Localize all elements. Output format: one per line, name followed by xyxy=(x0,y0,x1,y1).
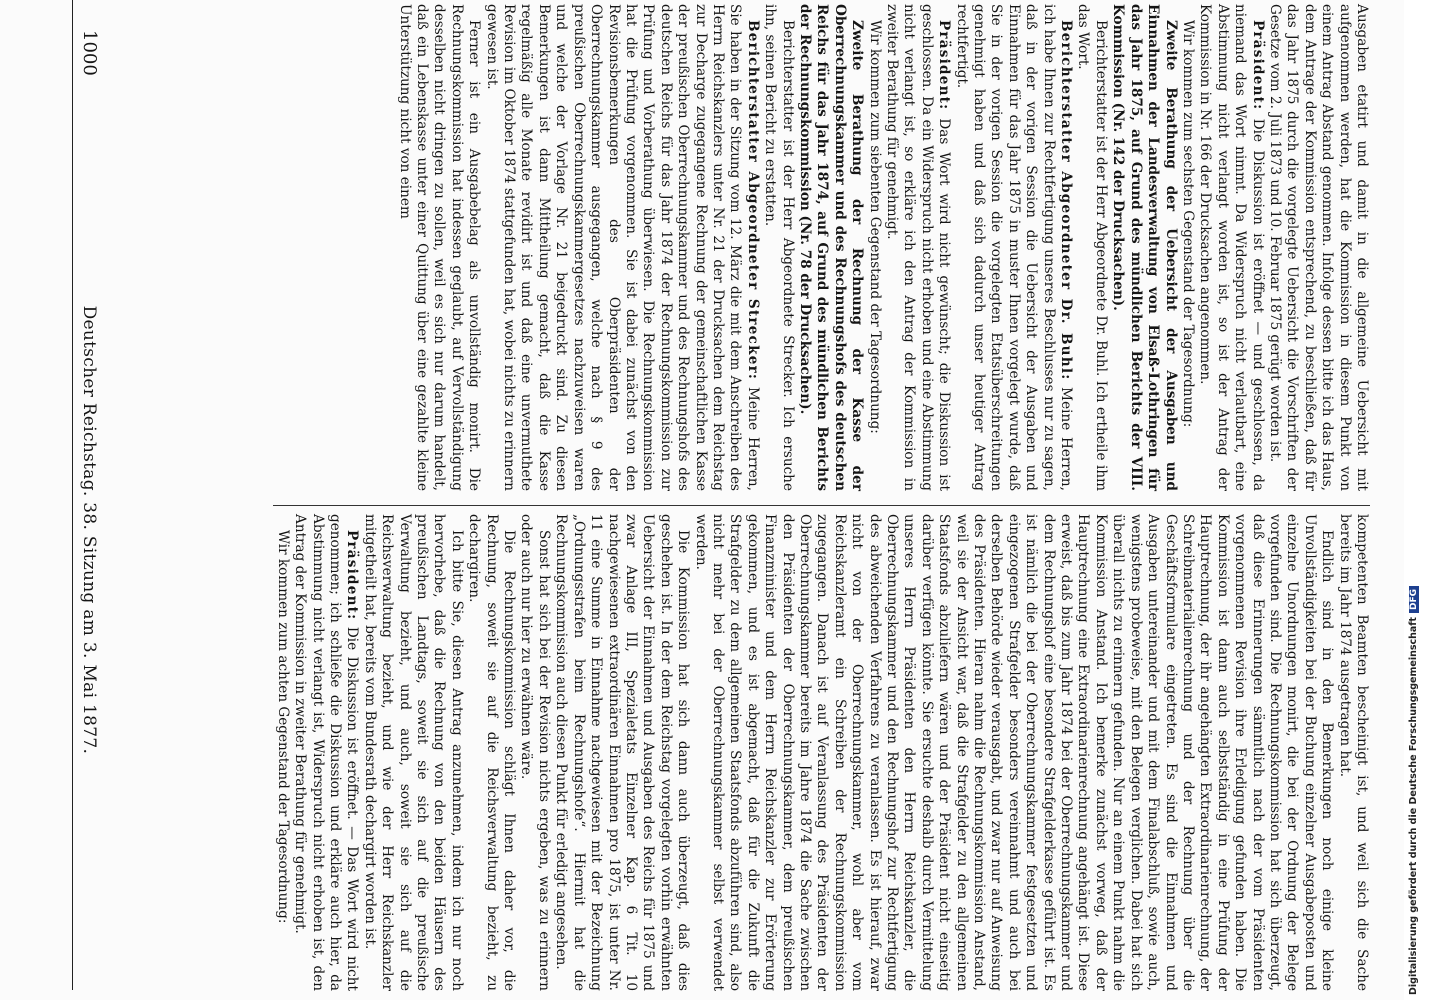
paragraph xyxy=(865,4,882,491)
paragraph-text: Ferner ist ein Ausgabebelag als unvollständig monirt. Die Rechnungskommission hat indessen geglaubt, auf Vervollständigung desselben nicht dringen zu sollen, weil es sich nur darum handelt, daß ein Lebenskasse unter einer Quittung über eine gezahlte kleine Unterstützung nicht von einem xyxy=(396,4,483,491)
paragraph xyxy=(691,514,1335,991)
left-column xyxy=(273,4,1370,491)
paragraph xyxy=(952,4,1074,491)
speaker-name: Präsident: xyxy=(936,20,953,111)
paragraph xyxy=(1335,514,1370,991)
paragraph xyxy=(395,4,482,491)
speaker-name: Präsident: xyxy=(344,530,361,621)
paragraph-text: Meine Herren, Sie haben in der Sitzung vom 12. März die mit dem Anschreiben des Herrn Reichskanzlers unter Nr. 21 der Drucksachen dem Reichstag zur Decharge zugegangene Rechnung der gemeinschaftlichen Kasse der preußischen Oberrechnungskammer und des Rechnungshofs des deutschen Reichs für das Jahr 1874 der Rechnungskommission zur Prüfung und Vorberathung überwiesen. Die Rechnungskommission hat die Prüfung vorgenommen. Sie ist dabei zunächst von den Revisionsbemerkungen des Oberpräsidenten der Oberrechnungskammer ausgegangen, welche nach § 9 des preußischen Oberrechnungskammergesetzes nachzuweisen waren und welche der Vorlage Nr. 21 beigedruckt sind. Zu diesen Bemerkungen ist dann Mittheilung gemacht, daß die Kasse regelmäßig alle Monate revidirt ist und daß eine unvermuthete Revision im Oktober 1874 stattgefunden hat, wobei nichts zu erinnern gewesen ist. xyxy=(483,4,761,491)
digitization-note xyxy=(1408,5,1419,995)
page-header xyxy=(72,0,112,990)
text-columns xyxy=(273,4,1370,992)
paragraph xyxy=(552,514,691,991)
paragraph-text: Zweite Berathung der Rechnung der Kasse der Oberrechnungskammer und des Rechnungshofs des deutschen Reichs für das Jahr 1874, auf Grund des mündlichen Berichts der Rechnungskommission (Nr. 78 der Drucksachen). xyxy=(797,4,866,491)
paragraph-text: Ausgaben etatirt und damit in die allgemeine Uebersicht mit aufgenommen werden, hat die Kommission in diesem Punkt von einem Antrag Abstand genommen. Infolge dessen bitte ich das Haus, dem Antrage der Kommission entsprechend, zu beschließen, daß für das Jahr 1875 durch die vorgelegte Uebersicht die Vorschriften der Gesetze vom 2. Juli 1873 und 10. Februar 1875 gerügt worden ist. xyxy=(1266,4,1370,491)
paragraph xyxy=(1109,4,1179,491)
paragraph xyxy=(1266,4,1370,491)
paragraph xyxy=(1074,4,1109,491)
paragraph-text: Meine Herren, ich habe Ihnen zur Rechtfertigung unseres Beschlusses nur zu sagen, daß in der vorigen Session die Uebersicht der Ausgaben und Einnahmen für das Jahr 1875 in muster Ihnen vorgelegt wurde, daß Sie in der vorigen Session die vorgelegten Etatsüberschreitungen genehmigt haben und daß sich dadurch unser heutiger Antrag rechtfertigt. xyxy=(953,4,1075,491)
paragraph xyxy=(360,514,464,991)
paragraph-text: Berichterstatter ist der Herr Abgeordnete Dr. Buhl. Ich ertheile ihm das Wort. xyxy=(1075,4,1109,491)
paragraph xyxy=(291,514,361,991)
paragraph-text: Berichterstatter ist der Herr Abgeordnete Strecker. Ich ersuche ihn, seinen Bericht zu erstatten. xyxy=(762,4,796,491)
paragraph xyxy=(796,4,866,491)
paragraph-text: Das Wort wird nicht gewünscht; die Diskussion ist geschlossen. Da ein Widerspruch nicht erhoben und eine Abstimmung nicht verlangt ist, so erkläre ich den Antrag der Kommission in zweiter Berathung für genehmigt. xyxy=(884,4,953,491)
paragraph xyxy=(482,4,761,491)
page-number: 1000 xyxy=(79,30,100,76)
speaker-name: Präsident: xyxy=(1249,20,1266,111)
page-title: Deutscher Reichstag. 38. Sitzung am 3. Mai 1877. xyxy=(79,305,100,755)
speaker-name: Berichterstatter Abgeordneter Strecker: xyxy=(744,20,761,381)
right-column xyxy=(273,505,1370,991)
paragraph-text: Wir kommen zum siebenten Gegenstand der Tagesordnung: xyxy=(866,20,883,434)
paragraph-text: Die Rechnungskommission schlägt Ihnen daher vor, die Rechnung, soweit sie auf die Reichsverwaltung bezieht, zu dechargiren. xyxy=(466,514,518,991)
paragraph xyxy=(761,4,796,491)
paragraph-text: Ich bitte Sie, diesen Antrag anzunehmen, indem ich nur noch hervorhebe, daß die Rechnung von den beiden Häusern des preußischen Landtags, soweit sie sich auf die preußische Verwaltung bezieht, und auch, soweit sie sich auf die Reichsverwaltung bezieht, und wie der Herr Reichskanzler mitgetheilt hat, bereits vom Bundesrath dechargirt worden ist. xyxy=(361,514,465,991)
paragraph-text: Die Diskussion ist eröffnet. — Das Wort wird nicht genommen; ich schließe die Diskussion und erkläre auch hier, da Abstimmung nicht verlangt ist, Widerspruch nicht erhoben ist, den Antrag der Kommission in zweiter Berathung für genehmigt. xyxy=(292,514,361,992)
paragraph xyxy=(465,514,517,991)
digitization-text: Digitalisierung gefördert durch die Deutsche Forschungsgemeinschaft xyxy=(1408,617,1419,995)
paragraph-text: Die Kommission hat sich dann auch überzeugt, daß dies geschehen ist. In der dem Reichstag vorgelegten vorhin erwähnten Uebersicht der Einnahmen und Ausgaben des Reichs für 1875 und zwar Anlage III, Spezialetats Einzelner Kap. 6 Tit. 10 nachgewiesenen extraordinären Einnahmen pro 1875, ist unter Nr. 11 eine Summe in Einnahme nachgewiesen mit der Bezeichnung „Ordnungsstrafen beim Rechnungshofe“. Hiermit hat die Rechnungskommission auch diesen Punkt für erledigt angesehen. xyxy=(553,514,692,991)
paragraph-text: Zweite Berathung der Uebersicht der Ausgaben und Einnahmen der Landesverwaltung von Elsaß-Lothringen für das Jahr 1875, auf Grund des mündlichen Berichts der VIII. Kommission (Nr. 142 der Drucksachen). xyxy=(1110,4,1179,491)
paragraph-text: kompetenten Beamten bescheinigt ist, und weil sich die Sache bereits im Jahr 1874 ausgetragen hat. xyxy=(1336,514,1370,991)
paragraph-text: Wir kommen zum achten Gegenstand der Tagesordnung: xyxy=(274,530,291,924)
paragraph xyxy=(1196,4,1266,491)
paragraph-text: Wir kommen zum sechsten Gegenstand der Tagesordnung: xyxy=(1179,20,1196,428)
paragraph-text: Die Diskussion ist eröffnet — und geschlossen, da niemand das Wort nimmt. Da Widerspruch nicht verlautbart, eine Abstimmung nicht verlangt worden ist, so ist der Antrag der Kommission in Nr. 166 der Drucksachen angenommen. xyxy=(1197,4,1266,492)
paragraph xyxy=(1179,4,1196,491)
paragraph xyxy=(517,514,552,991)
paragraph xyxy=(883,4,953,491)
paragraph-text: Endlich sind in den Bemerkungen noch einige kleine Unvollständigkeiten bei der Buchung einzelner Ausgabeposten und einzelne Unordnungen monirt, die bei der Ordnung der Belege vorgefunden sind. Die Rechnungskommission hat sich überzeugt, daß diese Erinnerungen sämmtlich nach der vom Präsidenten vorgenommenen Revision ihre Erledigung gefunden haben. Die Kommission ist dann auch selbstständig in eine Prüfung der Hauptrechnung, der ihr angehängten Extraordinarienrechnung, der Schreibmaterialienrechnung und der Rechnung über die Geschäftsformulare eingetreten. Es sind die Einnahmen und Ausgaben untereinander und mit dem Finalabschluß, sowie auch, wenigstens probeweise, mit den Belegen verglichen. Dabei hat sich überall nichts zu erinnern gefunden. Nur an einem Punkt nahm die Kommission Anstand. Ich bemerke zunächst vorweg, daß der Hauptrechnung eine Extraordinarienrechnung angehängt ist. Diese erweist, daß bis zum Jahr 1874 bei der Oberrechnungskammer und dem Rechnungshof eine besondere Strafgelderkasse geführt ist. Es ist nämlich die bei der Oberrechnungskammer festgesetzten und eingezogenen Strafgelder besonders vereinnahmt und auch bei derselben Behörde wieder verausgabt, und zwar nur auf Anweisung des Präsidenten. Hieran nahm die Rechnungskommission Anstand, weil sie der Ansicht war, daß die Strafgelder zu den allgemeinen Staatsfonds abzuliefern wären und der Präsident nicht einseitig darüber verfügen könnte. Sie ersuchte deshalb durch Vermittelung unseres Herrn Präsidenten den Herrn Reichskanzler, die Oberrechnungskammer und den Rechnungshof zur Rechtfertigung des abweichenden Verfahrens zu veranlassen. Es ist hierauf, zwar nicht von der Oberrechnungskammer, wohl aber vom Reichskanzleramt ein Schreiben der Rechnungskommission zugegangen. Danach ist auf Veranlassung des Präsidenten der Oberrechnungskammer bereits im Jahre 1874 die Sache zwischen den Präsidenten der Oberrechnungskammer, dem preußischen Finanzminister und dem Herrn Reichskanzler zur Erörterung gekommen, und es ist abgemacht, daß für die Zukunft die Strafgelder zu dem allgemeinen Staatsfonds abzuführen sind, also nicht mehr bei der Oberrechnungskammer selbst verwendet werden. xyxy=(692,514,1336,991)
paragraph-text: Sonst hat sich bei der Revision nichts ergeben, was zu erinnern oder auch nur hier zu erwähnen wäre. xyxy=(518,514,552,991)
dfg-logo: DFG xyxy=(1409,586,1419,613)
speaker-name: Berichterstatter Abgeordneter Dr. Buhl: xyxy=(1058,20,1075,381)
paragraph xyxy=(273,514,290,991)
